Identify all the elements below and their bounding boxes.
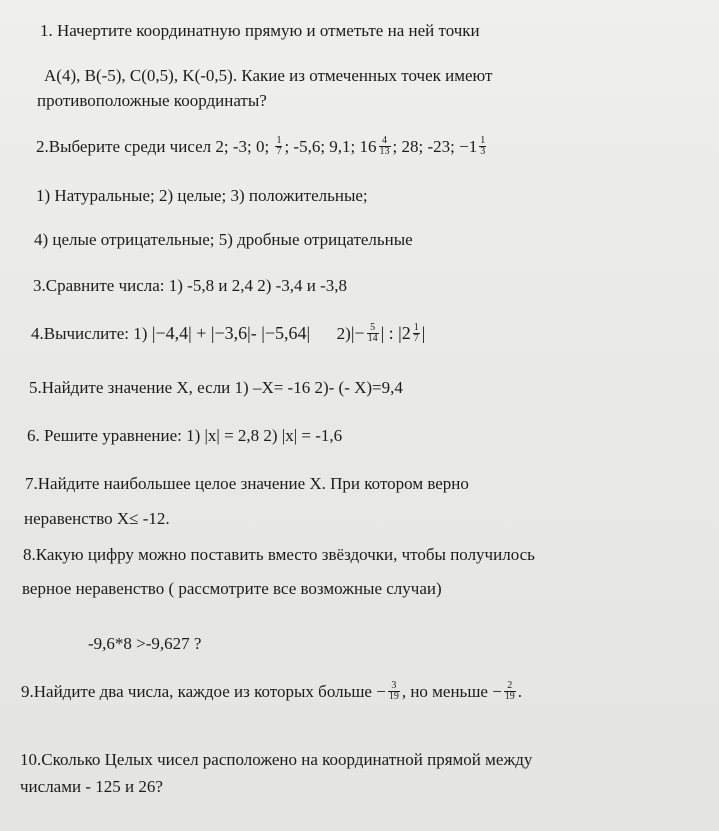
q4-mid: | : |2 [380,323,411,343]
q8-line1: 8.Какую цифру можно поставить вместо звёздочки, чтобы получилось [23,545,535,564]
q6-text: 6. Решите уравнение: 1) |x| = 2,8 2) |x| = -1,6 [27,426,343,445]
q2-fraction-3: $\frac{1}{3}$ [480,134,486,157]
q9-fraction-1: $\frac{3}{19}$ [388,679,399,702]
q4-prefix: 4.Вычислите: 1) [31,324,148,343]
q9-end: . [517,682,523,701]
q10-line1: 10.Сколько Целых чисел расположено на координатной прямой между [20,750,533,769]
q7-line2: неравенство X≤ -12. [24,509,170,528]
q7-line1: 7.Найдите наибольшее целое значение X. При котором верно [25,474,469,493]
q2-mid1: ; -5,6; 9,1; 16 [284,137,377,156]
q2-options-2: 4) целые отрицательные; 5) дробные отрицательные [34,230,413,249]
q1-line3: противоположные координаты? [37,91,267,110]
q1-line2: A(4), B(-5), C(0,5), K(-0,5). Какие из отмеченных точек имеют [44,66,493,85]
q4-fraction-2: $\frac{1}{7}$ [413,321,419,344]
q4-expression-1: |−4,4| + |−3,6|- |−5,64| [147,323,311,343]
q4-open: |− [350,323,365,343]
q4-part2-label: 2) [336,324,351,343]
q8-line3: -9,6*8 >-9,627 ? [88,634,202,653]
q3-text: 3.Сравните числа: 1) -5,8 и 2,4 2) -3,4 и -3,8 [33,276,348,295]
q9-prefix: 9.Найдите два числа, каждое из которых больше − [21,682,386,701]
q9-mid: , но меньше − [401,682,502,701]
q2-mid2: ; 28; -23; −1 [392,137,478,156]
q2-prefix: 2.Выберите среди чисел 2; -3; 0; [36,137,270,156]
q10-line2: числами - 125 и 26? [20,777,163,796]
q8-line2: верное неравенство ( рассмотрите все возможные случаи) [22,579,442,598]
q9-fraction-2: $\frac{2}{19}$ [504,679,515,702]
q2-fraction-2: $\frac{4}{13}$ [379,134,390,157]
q9-line [21,679,523,704]
q4-fraction-1: $\frac{5}{14}$ [367,321,378,344]
q2-fraction-1: $\frac{1}{7}$ [276,134,282,157]
q1-line1: 1. Начертите координатную прямую и отметьте на ней точки [40,21,480,40]
q2-numbers-line [36,134,488,159]
q2-options-1: 1) Натуральные; 2) целые; 3) положительные; [36,186,368,205]
q4-close: | [421,323,426,343]
q5-text: 5.Найдите значение X, если 1) –X= -16 2)- (- X)=9,4 [29,378,403,397]
q4-line [31,323,425,346]
